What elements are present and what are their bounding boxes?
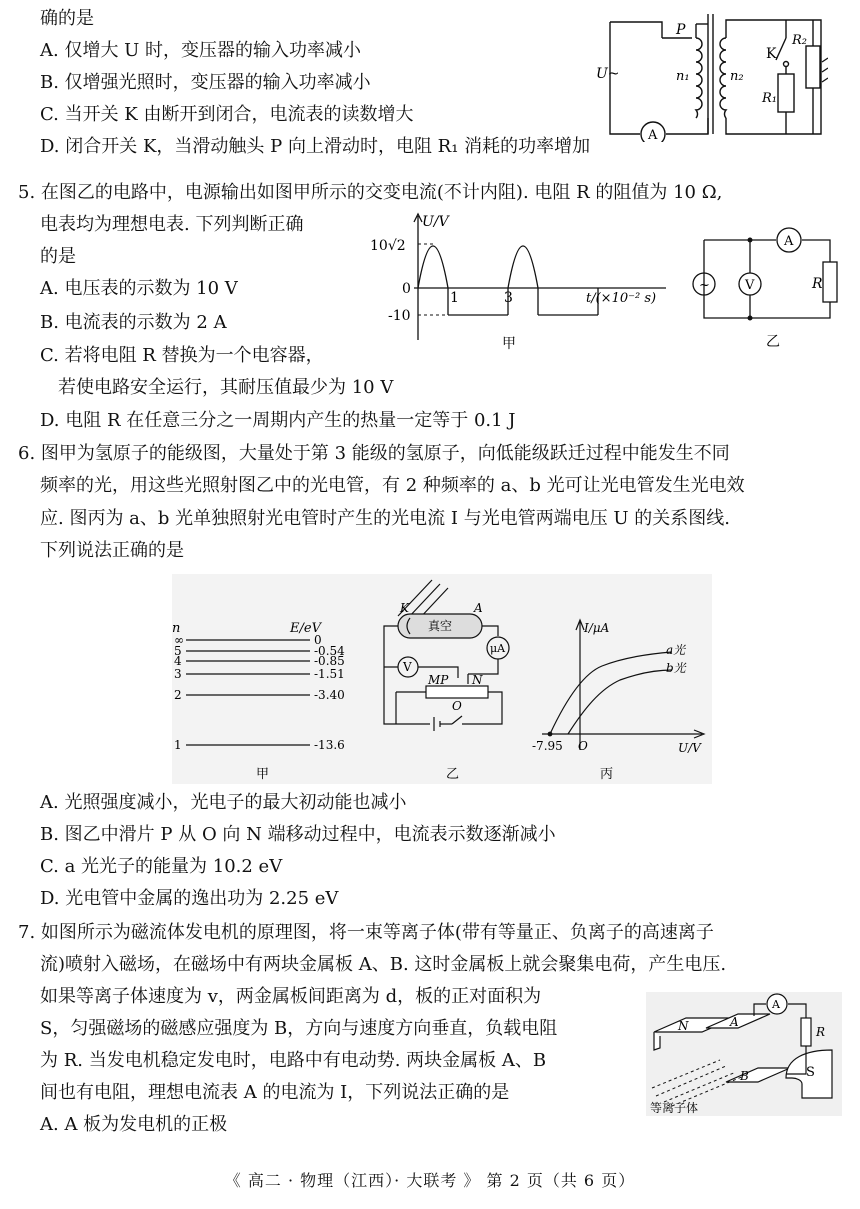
q5-graph-t1: 1 [450,290,459,306]
q4-R1-label: R₁ [762,91,777,106]
q6-figures [172,574,712,784]
q6-iv-xlabel: U/V [678,741,701,755]
q6-levels-E-header: E/eV [290,621,321,636]
q6-level-n-1: 1 [174,738,182,752]
q6-stem-line1: 6. 图甲为氢原子的能级图，大量处于第 3 能级的氢原子，向低能级跃迁过程中能发生不同 [18,443,730,464]
q5-stem-line2: 电表均为理想电表. 下列判断正确 [40,214,304,235]
q6-iv-b-label: b光 [666,661,686,675]
q6-level-n-2: 2 [174,688,182,702]
q7-stem-line2: 流)喷射入磁场，在磁场中有两块金属板 A、B. 这时金属板上就会聚集电荷，产生电压. [40,954,727,975]
q7-ammeter-label: A [772,998,780,1011]
q6-slider-N: N [472,673,483,687]
q5-option-c: C. 若将电阻 R 替换为一个电容器， [40,345,324,366]
q7-stem-line3: 如果等离子体速度为 v，两金属板间距离为 d，板的正对面积为 [40,986,542,1007]
q5-resistor-label: R [812,276,823,292]
q6-level-n-3: 3 [174,667,182,681]
q6-level-E-5: -0.54 [314,644,345,658]
q7-stem-line1: 7. 如图所示为磁流体发电机的原理图，将一束等离子体(带有等量正、负离子的高速离子 [18,922,714,943]
q5-stem-line3: 的是 [40,246,76,267]
page-footer: 《 高二 · 物理（江西）· 大联考 》 第 2 页（共 6 页） [224,1171,636,1190]
q6-stem-line4: 下列说法正确的是 [40,540,184,561]
q4-R2-label: R₂ [792,33,807,48]
q7-stem-line6: 间也有电阻，理想电流表 A 的电流为 I，下列说法正确的是 [40,1082,510,1103]
q6-slider-MP: MP [428,673,449,687]
q4-K-label: K [766,46,777,62]
q5-circuit-caption: 乙 [766,334,780,350]
q6-iv-ylabel: I/μA [584,621,610,635]
q6-circuit-caption: 乙 [446,767,460,782]
q4-transformer-figure [596,8,828,142]
q5-source-symbol: ~ [699,278,710,293]
q5-stem-line1: 5. 在图乙的电路中，电源输出如图甲所示的交变电流(不计内阻). 电阻 R 的阻值为 10 Ω, [18,182,723,203]
q5-graph-ymax: 10√2 [370,238,406,254]
q5-graph-xlabel: t/(×10⁻² s) [586,291,657,306]
q6-microammeter-label: μA [490,642,506,655]
q5-option-c-cont: 若使电路安全运行，其耐压值最少为 10 V [58,377,394,398]
q6-vacuum-label: 真空 [428,619,453,633]
q6-option-d: D. 光电管中金属的逸出功为 2.25 eV [40,888,339,909]
q5-graph-zero: 0 [402,281,411,297]
q6-levels-caption: 甲 [256,767,270,782]
q6-slider-O: O [452,699,462,713]
q6-iv-caption: 丙 [600,767,614,782]
q6-iv-origin: O [578,739,588,753]
q4-P-label: P [676,22,686,38]
q6-level-n-inf: ∞ [174,633,184,647]
q6-level-E-4: -0.85 [314,654,345,668]
q4-ammeter-label: A [648,128,658,142]
q7-resistor-R: R [816,1025,826,1039]
q6-level-n-5: 5 [174,644,182,658]
q7-magnet-S: S [806,1065,815,1080]
q7-plate-B: B [740,1069,749,1083]
q7-plasma-label: 等离子体 [650,1101,699,1115]
q4-option-c: C. 当开关 K 由断开到闭合，电流表的读数增大 [40,104,414,125]
q7-plate-A: A [730,1015,739,1029]
q4-option-a: A. 仅增大 U 时，变压器的输入功率减小 [40,40,362,61]
q7-mhd-generator-figure [646,992,842,1116]
q6-level-E-1: -13.6 [314,738,345,752]
q6-level-n-4: 4 [174,654,182,668]
q5-option-d: D. 电阻 R 在任意三分之一周期内产生的热量一定等于 0.1 J [40,410,516,431]
q5-graph-ymin: -10 [388,308,411,324]
q6-option-b: B. 图乙中滑片 P 从 O 向 N 端移动过程中，电流表示数逐渐减小 [40,824,556,845]
q5-voltmeter-label: V [745,278,755,293]
q5-option-b: B. 电流表的示数为 2 A [40,312,227,333]
q4-option-d: D. 闭合开关 K，当滑动触头 P 向上滑动时，电阻 R₁ 消耗的功率增加 [40,136,591,157]
q4-option-b: B. 仅增强光照时，变压器的输入功率减小 [40,72,371,93]
q5-ammeter-label: A [784,234,794,249]
q7-stem-line4: S，匀强磁场的磁感应强度为 B，方向与速度方向垂直，负载电阻 [40,1018,558,1039]
q6-voltmeter-label: V [403,660,412,674]
q7-stem-line5: 为 R. 当发电机稳定发电时，电路中有电动势. 两块金属板 A、B [40,1050,547,1071]
q6-iv-a-label: a光 [666,643,686,657]
q5-option-a: A. 电压表的示数为 10 V [40,278,238,299]
q4-n1-label: n₁ [676,69,690,84]
q4-stem-tail: 确的是 [40,8,94,29]
q6-level-E-3: -1.51 [314,667,345,681]
q6-levels-n-header: n [172,621,181,636]
q6-stem-line2: 频率的光，用这些光照射图乙中的光电管，有 2 种频率的 a、b 光可让光电管发生光电效 [40,475,745,496]
q6-anode-A: A [474,601,483,615]
q4-U-label: U~ [596,66,620,82]
q5-graph-caption: 甲 [502,336,516,352]
q6-level-E-inf: 0 [314,633,322,647]
q6-iv-x0: -7.95 [532,739,563,753]
q5-circuit [678,218,842,352]
q4-n2-label: n₂ [730,69,744,84]
q7-magnet-N: N [678,1019,689,1033]
q7-option-a: A. A 板为发电机的正极 [40,1114,228,1135]
q6-stem-line3: 应. 图丙为 a、b 光单独照射光电管时产生的光电流 I 与光电管两端电压 U 的关系图线. [40,508,731,529]
q6-option-a: A. 光照强度减小，光电子的最大初动能也减小 [40,792,407,813]
q6-level-E-2: -3.40 [314,688,345,702]
q5-graph-t3: 3 [504,290,513,306]
q6-option-c: C. a 光光子的能量为 10.2 eV [40,856,283,877]
q5-graph-ylabel: U/V [422,214,449,230]
q5-waveform-graph [366,210,692,354]
q6-cathode-K: K [400,601,409,615]
